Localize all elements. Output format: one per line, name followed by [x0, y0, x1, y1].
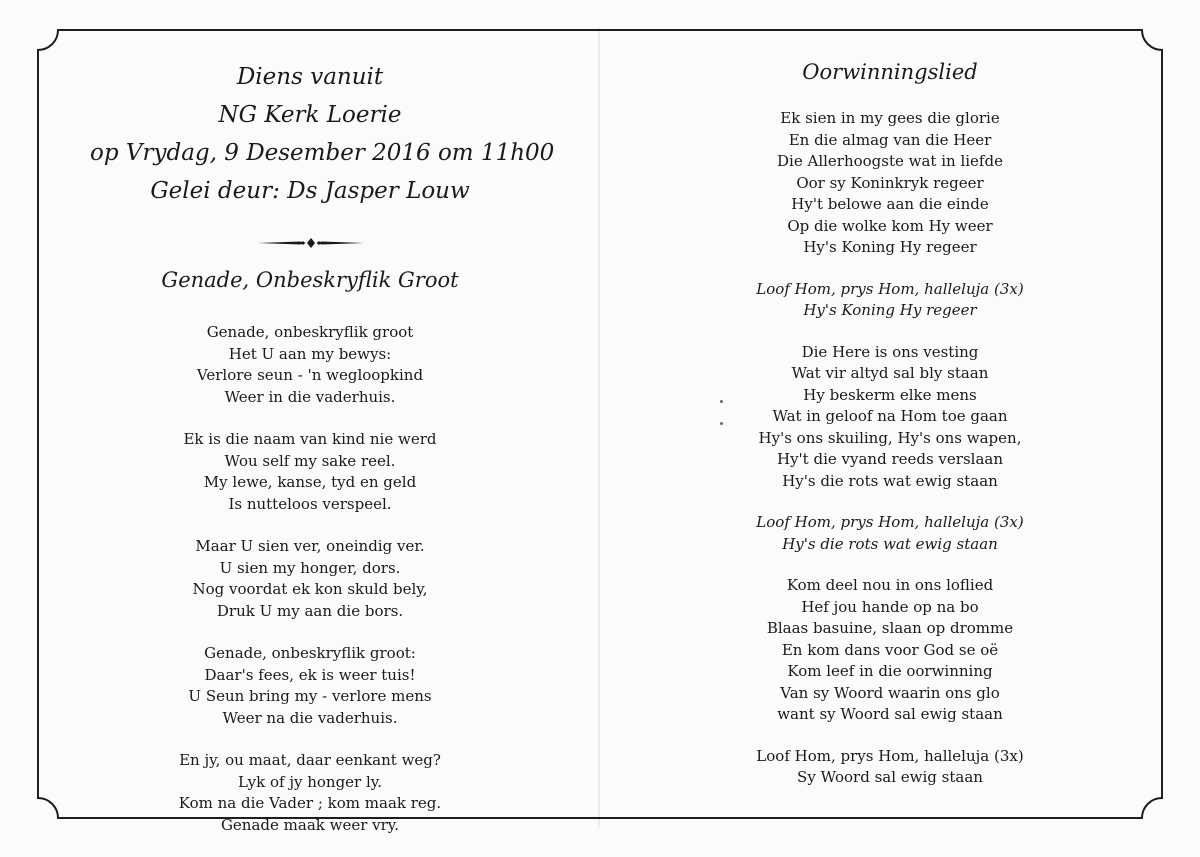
chorus — [690, 279, 1090, 322]
lyric-line: Hy's Koning Hy regeer — [803, 238, 977, 256]
lyric-line: Oor sy Koninkryk regeer — [796, 173, 984, 192]
lyric-line: Op die wolke kom Hy weer — [787, 216, 993, 235]
service-date: op Vrydag, 9 Desember 2016 om 11h00 — [90, 140, 555, 166]
chorus-line: Sy Woord sal ewig staan — [797, 768, 983, 786]
service-header — [90, 58, 555, 210]
lyric-line: Die Here is ons vesting — [801, 342, 979, 361]
lyric-line: Het U aan my bewys: — [228, 344, 392, 363]
hymn-right-lyrics — [690, 108, 1090, 809]
lyric-line: Genade, onbeskryflik groot — [206, 323, 414, 341]
lyric-line: Genade, onbeskryflik groot: — [204, 644, 416, 662]
lyric-line: Die Allerhoogste wat in liefde — [777, 152, 1003, 170]
stanza — [110, 429, 510, 515]
chorus-line: Hy's die rots wat ewig staan — [782, 534, 998, 553]
lyric-line: En jy, ou maat, daar eenkant weg? — [179, 751, 441, 769]
lyric-line: Druk U my aan die bors. — [216, 601, 404, 620]
lyric-line: En kom dans voor God se oë — [781, 640, 999, 659]
lyric-line: Wat in geloof na Hom toe gaan — [772, 407, 1008, 425]
lyric-line: Blaas basuine, slaan op dromme — [766, 619, 1014, 637]
chorus-line: Loof Hom, prys Hom, halleluja (3x) — [756, 513, 1024, 531]
lyric-line: Nog voordat ek kon skuld bely, — [192, 580, 428, 598]
lyric-line: Kom na die Vader ; kom maak reg. — [178, 794, 442, 812]
lyric-line: En die almag van die Heer — [788, 130, 992, 149]
lyric-line: Ek sien in my gees die glorie — [780, 109, 1000, 127]
stanza — [690, 108, 1090, 259]
lyric-line: Hy's ons skuiling, Hy's ons wapen, — [758, 428, 1022, 447]
chorus-line: Loof Hom, prys Hom, halleluja (3x) — [756, 279, 1024, 298]
lyric-line: Kom leef in die oorwinning — [787, 662, 993, 680]
lyric-line: Verlore seun - 'n wegloopkind — [196, 366, 424, 384]
lyric-line: Hy't belowe aan die einde — [791, 195, 989, 213]
hymn-left-title: Genade, Onbeskryflik Groot — [161, 268, 459, 292]
lyric-line: Van sy Woord waarin ons glo — [780, 683, 1000, 702]
lyric-line: Hy't die vyand reeds verslaan — [777, 450, 1003, 468]
lyric-line: Genade maak weer vry. — [220, 815, 400, 834]
lyric-line: Hef jou hande op na bo — [801, 597, 979, 616]
lyric-line: Wat vir altyd sal bly staan — [791, 364, 989, 382]
stanza — [690, 575, 1090, 726]
final-chorus — [690, 746, 1090, 789]
page-fold — [598, 28, 600, 828]
lyric-line: Hy beskerm elke mens — [803, 385, 977, 404]
lyric-line: Maar U sien ver, oneindig ver. — [195, 537, 425, 555]
lyric-line: Daar's fees, ek is weer tuis! — [204, 665, 416, 684]
hymn-right-title: Oorwinningslied — [802, 60, 978, 84]
chorus — [690, 512, 1090, 555]
lyric-line: U sien my honger, dors. — [219, 558, 401, 577]
lyric-line: Weer in die vaderhuis. — [224, 387, 396, 406]
stanza — [110, 322, 510, 408]
chorus-line: Hy's Koning Hy regeer — [803, 301, 977, 319]
lyric-line: Kom deel nou in ons loflied — [786, 576, 994, 594]
officiant: Gelei deur: Ds Jasper Louw — [150, 178, 470, 204]
service-venue-line: Diens vanuit — [236, 64, 384, 90]
chorus-line: Loof Hom, prys Hom, halleluja (3x) — [756, 746, 1024, 765]
stanza — [110, 536, 510, 622]
church-name: NG Kerk Loerie — [218, 102, 402, 128]
lyric-line: Is nutteloos verspeel. — [228, 494, 392, 513]
lyric-line: My lewe, kanse, tyd en geld — [203, 473, 417, 491]
lyric-line: Weer na die vaderhuis. — [222, 708, 398, 727]
lyric-line: want sy Woord sal ewig staan — [777, 705, 1003, 723]
lyric-line: Lyk of jy honger ly. — [237, 772, 383, 791]
hymn-left-lyrics — [110, 322, 510, 857]
lyric-line: Wou self my sake reel. — [224, 451, 396, 470]
stanza — [110, 750, 510, 836]
lyric-line: Hy's die rots wat ewig staan — [782, 471, 998, 490]
lyric-line: U Seun bring my - verlore mens — [188, 687, 432, 705]
stanza — [690, 342, 1090, 493]
divider-ornament — [256, 236, 366, 250]
stanza — [110, 643, 510, 729]
lyric-line: Ek is die naam van kind nie werd — [183, 430, 437, 448]
